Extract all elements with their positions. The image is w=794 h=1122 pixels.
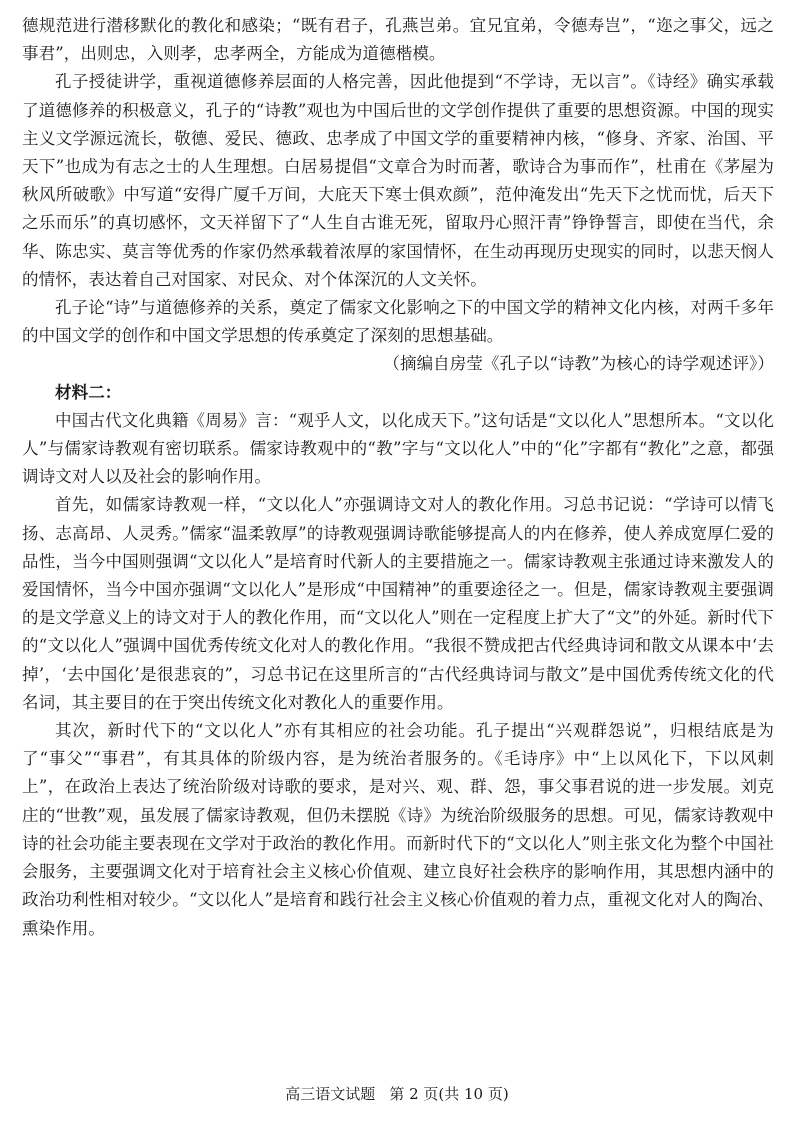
paragraph: 孔子授徒讲学，重视道德修养层面的人格完善，因此他提到“不学诗，无以言”。《诗经》确实承载了道德修养的积极意义，孔子的“诗教”观也为中国后世的文学创作提供了重要的思想资源。中国的现实主义文学源远流长，敬德、爱民、德政、忠孝成了中国文学的重要精神内核，“修身、齐家、治国、平天下”也成为有志之士的人生理想。白居易提倡“文章合为时而著，歌诗合为事而作”，杜甫在《茅屋为秋风所破歌》中写道“安得广厦千万间，大庇天下寒士俱欢颜”，范仲淹发出“先天下之忧而忧，后天下之乐而乐”的真切感怀，文天祥留下了“人生自古谁无死，留取丹心照汗青”铮铮誓言，即使在当代，余华、陈忠实、莫言等优秀的作家仍然承载着浓厚的家国情怀，在生动再现历史现实的同时，以悲天悯人的情怀，表达着自己对国家、对民众、对个体深沉的人文关怀。 — [22, 72, 774, 289]
page-footer — [0, 1083, 794, 1104]
paragraph: 首先，如儒家诗教观一样，“文以化人”亦强调诗文对人的教化作用。习总书记说：“学诗可以情飞扬、志高昂、人灵秀。”儒家“温柔敦厚”的诗教观强调诗歌能够提高人的内在修养，使人养成宽厚仁爱的品性，当今中国则强调“文以化人”是培育时代新人的主要措施之一。儒家诗教观主张通过诗来激发人的爱国情怀，当今中国亦强调“文以化人”是形成“中国精神”的重要途径之一。但是，儒家诗教观主要强调的是文学意义上的诗文对于人的教化作用，而“文以化人”则在一定程度上扩大了“文”的外延。新时代下的“文以化人”强调中国优秀传统文化对人的教化作用。“我很不赞成把古代经典诗词和散文从课本中‘去掉’，‘去中国化’是很悲哀的”，习总书记在这里所言的“古代经典诗词与散文”是中国优秀传统文化的代名词，其主要目的在于突出传统文化对教化人的重要作用。 — [22, 495, 774, 712]
page-content — [22, 12, 774, 943]
paragraph: 孔子论“诗”与道德修养的关系，奠定了儒家文化影响之下的中国文学的精神文化内核，对两千多年的中国文学的创作和中国文学思想的传承奠定了深刻的思想基础。 — [22, 298, 774, 346]
paragraph-continuation: 德规范进行潜移默化的教化和感染；“既有君子，孔燕岂弟。宜兄宜弟，令德寿岂”，“迩之事父，远之事君”，出则忠，入则孝，忠孝两全，方能成为道德楷模。 — [22, 16, 774, 64]
page-number: 第 2 页(共 10 页) — [389, 1085, 509, 1103]
material-heading: 材料二： — [55, 382, 122, 402]
paragraph: 其次，新时代下的“文以化人”亦有其相应的社会功能。孔子提出“兴观群怨说”，归根结底是为了“事父”“事君”，有其具体的阶级内容，是为统治者服务的。《毛诗序》中“上以风化下，下以风刺上”，在政治上表达了统治阶级对诗歌的要求，是对兴、观、群、怨，事父事君说的进一步发展。刘克庄的“世教”观，虽发展了儒家诗教观，但仍未摆脱《诗》为统治阶级服务的思想。可见，儒家诗教观中诗的社会功能主要表现在文学对于政治的教化作用。而新时代下的“文以化人”则主张文化为整个中国社会服务，主要强调文化对于培育社会主义核心价值观、建立良好社会秩序的影响作用，其思想内涵中的政治功利性相对较少。“文以化人”是培育和践行社会主义核心价值观的着力点，重视文化对人的陶冶、熏染作用。 — [22, 721, 774, 938]
source-citation: （摘编自房莹《孔子以“诗教”为核心的诗学观述评》） — [383, 354, 774, 374]
exam-title: 高三语文试题 — [285, 1085, 376, 1103]
paragraph: 中国古代文化典籍《周易》言：“观乎人文，以化成天下。”这句话是“文以化人”思想所本。“文以化人”与儒家诗教观有密切联系。儒家诗教观中的“教”字与“文以化人”中的“化”字都有“教化”之意，都强调诗文对人以及社会的影响作用。 — [22, 410, 774, 487]
